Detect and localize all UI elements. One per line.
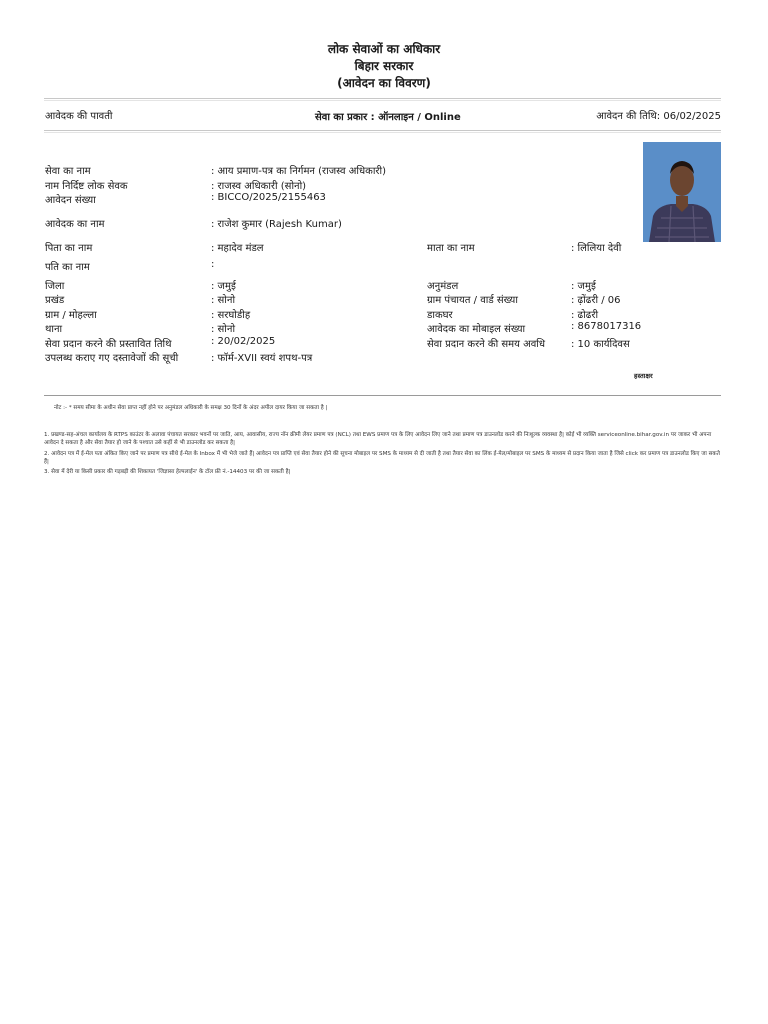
block-label: प्रखंड (45, 295, 65, 306)
application-number-value: : BICCO/2025/2155463 (211, 192, 326, 203)
documents-label: उपलब्ध कराए गए दस्तावेजों की सूची (45, 353, 179, 364)
signature-label: हस्ताक्षर (634, 372, 653, 380)
applicant-photo-image (643, 142, 721, 242)
panchayat-ward-value: : ढ़ोंढरी / 06 (571, 295, 621, 306)
father-name-label: पिता का नाम (45, 243, 93, 254)
receipt-divider (44, 130, 721, 133)
header-government: बिहार सरकार (354, 59, 414, 73)
top-divider (44, 98, 721, 101)
police-station-label: थाना (45, 324, 63, 335)
applicant-photo (643, 142, 721, 242)
appeal-note: नोट :- * समय सीमा के अधीन सेवा प्राप्त नहीं होने पर अनुमंडल अधिकारी के समक्ष 30 दिनों के अंदर अपील दायर किया जा सकता है | (54, 405, 328, 411)
service-period-value: : 10 कार्यदिवस (571, 339, 630, 350)
district-label: जिला (45, 281, 65, 292)
proposed-date-label: सेवा प्रदान करने की प्रस्तावित तिथि (45, 339, 172, 350)
designated-officer-value: : राजस्व अधिकारी (सोनो) (211, 181, 307, 192)
village-label: ग्राम / मोहल्ला (45, 310, 97, 321)
proposed-date-value: : 20/02/2025 (211, 336, 276, 347)
service-name-label: सेवा का नाम (45, 166, 91, 177)
panchayat-ward-label: ग्राम पंचायत / वार्ड संख्या (427, 295, 518, 306)
instruction-item-1: 1. प्रखण्ड-सह-अंचल कार्यालय के RTPS काउंटर के अलावा पंचायत सरकार भवनों पर जाति, आय, आवासीय, राज्य नॉन क्रीमी लेयर प्रमाण पत्र (NCL) तथा EWS प्रमाण पत्र के लिए आवेदन लिए जाने तथा प्रमाण पत्र डाउनलोड करने की निःशुल्क व्यवस्था है| कोई भी व्यक्ति serviceonline.bihar.gov.in पर जाकर भी अपना आवेदन दे सकता है और सेवा तैयार हो जाने के पश्चात उसे कहीं से भी डाउनलोड कर सकता है| (44, 432, 712, 446)
service-period-label: सेवा प्रदान करने की समय अवधि (427, 339, 546, 350)
village-value: : सरघोडीह (211, 310, 251, 321)
block-value: : सोनो (211, 295, 236, 306)
mother-name-label: माता का नाम (427, 243, 475, 254)
application-number-label: आवेदन संख्या (45, 195, 96, 206)
instruction-item-3: 3. सेवा में देरी या किसी प्रकार की गड़बड़ी की शिकायत 'जिज्ञासा हेल्पलाईन' के टॉल फ्री नं.-14403 पर की जा सकती है| (44, 469, 291, 475)
district-value: : जमुई (211, 281, 236, 292)
applicant-name-value: : राजेश कुमार (Rajesh Kumar) (211, 219, 342, 230)
police-station-value: : सोनो (211, 324, 236, 335)
application-date: आवेदन की तिथि: 06/02/2025 (596, 111, 721, 122)
applicant-name-label: आवेदक का नाम (45, 219, 105, 230)
mobile-number-label: आवेदक का मोबाइल संख्या (427, 324, 526, 335)
receipt-label: आवेदक की पावती (45, 111, 113, 122)
designated-officer-label: नाम निर्दिष्ट लोक सेवक (45, 181, 128, 192)
service-type: सेवा का प्रकार : ऑनलाइन / Online (315, 112, 461, 123)
service-name-value: : आय प्रमाण-पत्र का निर्गमन (राजस्व अधिकारी) (211, 166, 387, 177)
husband-name-value: : (211, 259, 215, 270)
header-rights-title: लोक सेवाओं का अधिकार (327, 42, 441, 56)
father-name-value: : महादेव मंडल (211, 243, 264, 254)
post-office-label: डाकघर (427, 310, 453, 321)
documents-value: : फॉर्म-XVII स्वयं शपथ-पत्र (211, 353, 313, 364)
post-office-value: : ढोढरी (571, 310, 599, 321)
mobile-number-value: : 8678017316 (571, 321, 642, 332)
subdivision-label: अनुमंडल (427, 281, 459, 292)
mother-name-value: : लिलिया देवी (571, 243, 622, 254)
instruction-item-2: 2. आवेदन पत्र में ई-मेल पता अंकित किए जाने पर प्रमाण पत्र सीधे ई-मेल के Inbox में भी भेजे जाते हैं| आवेदन पत्र प्राप्ति एवं सेवा तैयार होने की सूचना मोबाइल पर SMS के माध्यम से दी जाती है तथा तैयार सेवा का लिंक ई-मेल/मोबाइल पर SMS के माध्यम से प्रदान किया जाता है जिसे click कर प्रमाण पत्र डाउनलोड किए जा सकते हैं| (44, 451, 720, 465)
husband-name-label: पति का नाम (45, 262, 90, 273)
subdivision-value: : जमुई (571, 281, 596, 292)
note-divider (44, 395, 721, 396)
header-application-details: (आवेदन का विवरण) (337, 76, 431, 90)
